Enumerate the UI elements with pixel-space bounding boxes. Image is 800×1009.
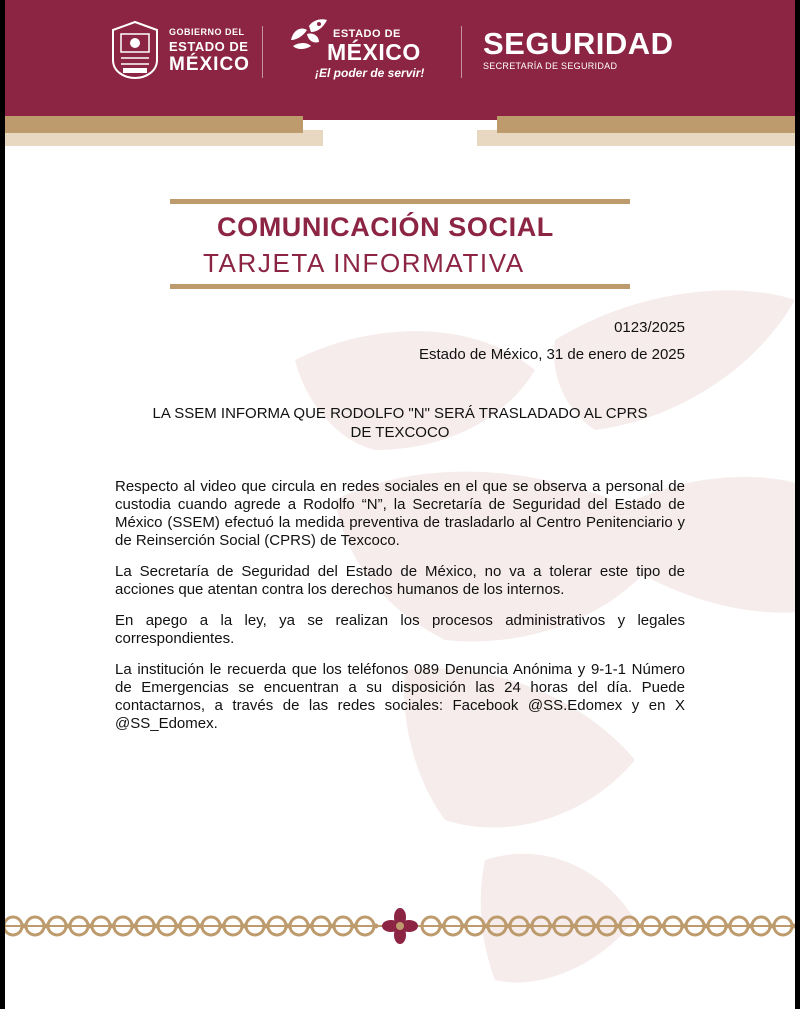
headline-line: LA SSEM INFORMA QUE RODOLFO "N" SERÁ TRASLADADO AL CPRS [152, 405, 648, 422]
seguridad-logo-text [483, 28, 674, 71]
ornament-dot [374, 924, 379, 929]
edomex-line1: ESTADO DE [333, 28, 401, 40]
edomex-logo-text [315, 28, 425, 80]
section-subtitle: TARJETA INFORMATIVA [203, 248, 525, 278]
paragraph: Respecto al video que circula en redes sociales en el que se observa a personal de custodia cuando agrede a Rodolfo “N”, la Secretaría de Seguridad del Estado de México (SSEM) efectuó la medida preventiva de trasladarlo al Centro Penitenciario y de Reinserción Social (CPRS) de Texcoco. [115, 478, 685, 549]
body-text [115, 478, 685, 746]
flower-bird-icon [285, 16, 331, 62]
paragraph: En apego a la ley, ya se realizan los procesos administrativos y legales correspondientes. [115, 612, 685, 647]
header-stripe [5, 116, 303, 133]
document-page [5, 0, 795, 1009]
edomex-slogan: ¡El poder de servir! [315, 66, 425, 80]
headline [105, 404, 695, 442]
header-stripe [497, 116, 795, 133]
paragraph: La institución le recuerda que los teléfonos 089 Denuncia Anónima y 9-1-1 Número de Emergencias se encuentran a su disposición las 24 horas del día. Puede contactarnos, a través de las redes sociales: Facebook @SS.Edomex y en X @SS_Edomex. [115, 661, 685, 732]
paragraph: La Secretaría de Seguridad del Estado de México, no va a tolerar este tipo de acciones que atentan contra los derechos humanos de los internos. [115, 563, 685, 598]
state-seal-icon [109, 20, 161, 80]
gov-line1: GOBIERNO DEL [169, 27, 245, 37]
header-divider [461, 26, 462, 78]
ornamental-border [5, 904, 795, 948]
seg-subtitle: SECRETARÍA DE SEGURIDAD [483, 61, 618, 71]
ornament-flower-center [396, 922, 404, 930]
seg-title: SEGURIDAD [483, 26, 674, 61]
section-title: COMUNICACIÓN SOCIAL [217, 212, 554, 242]
title-rule [170, 284, 630, 289]
edomex-line2: MÉXICO [327, 39, 421, 65]
headline-line: DE TEXCOCO [350, 424, 450, 441]
document-date: Estado de México, 31 de enero de 2025 [418, 346, 685, 363]
title-rule [170, 199, 630, 204]
document-number: 0123/2025 [614, 319, 685, 336]
header-divider [262, 26, 263, 78]
gov-line3: MÉXICO [169, 54, 250, 75]
header-band [5, 0, 795, 120]
gov-line2: ESTADO DE [169, 39, 249, 54]
gobierno-logo-text [169, 28, 250, 74]
